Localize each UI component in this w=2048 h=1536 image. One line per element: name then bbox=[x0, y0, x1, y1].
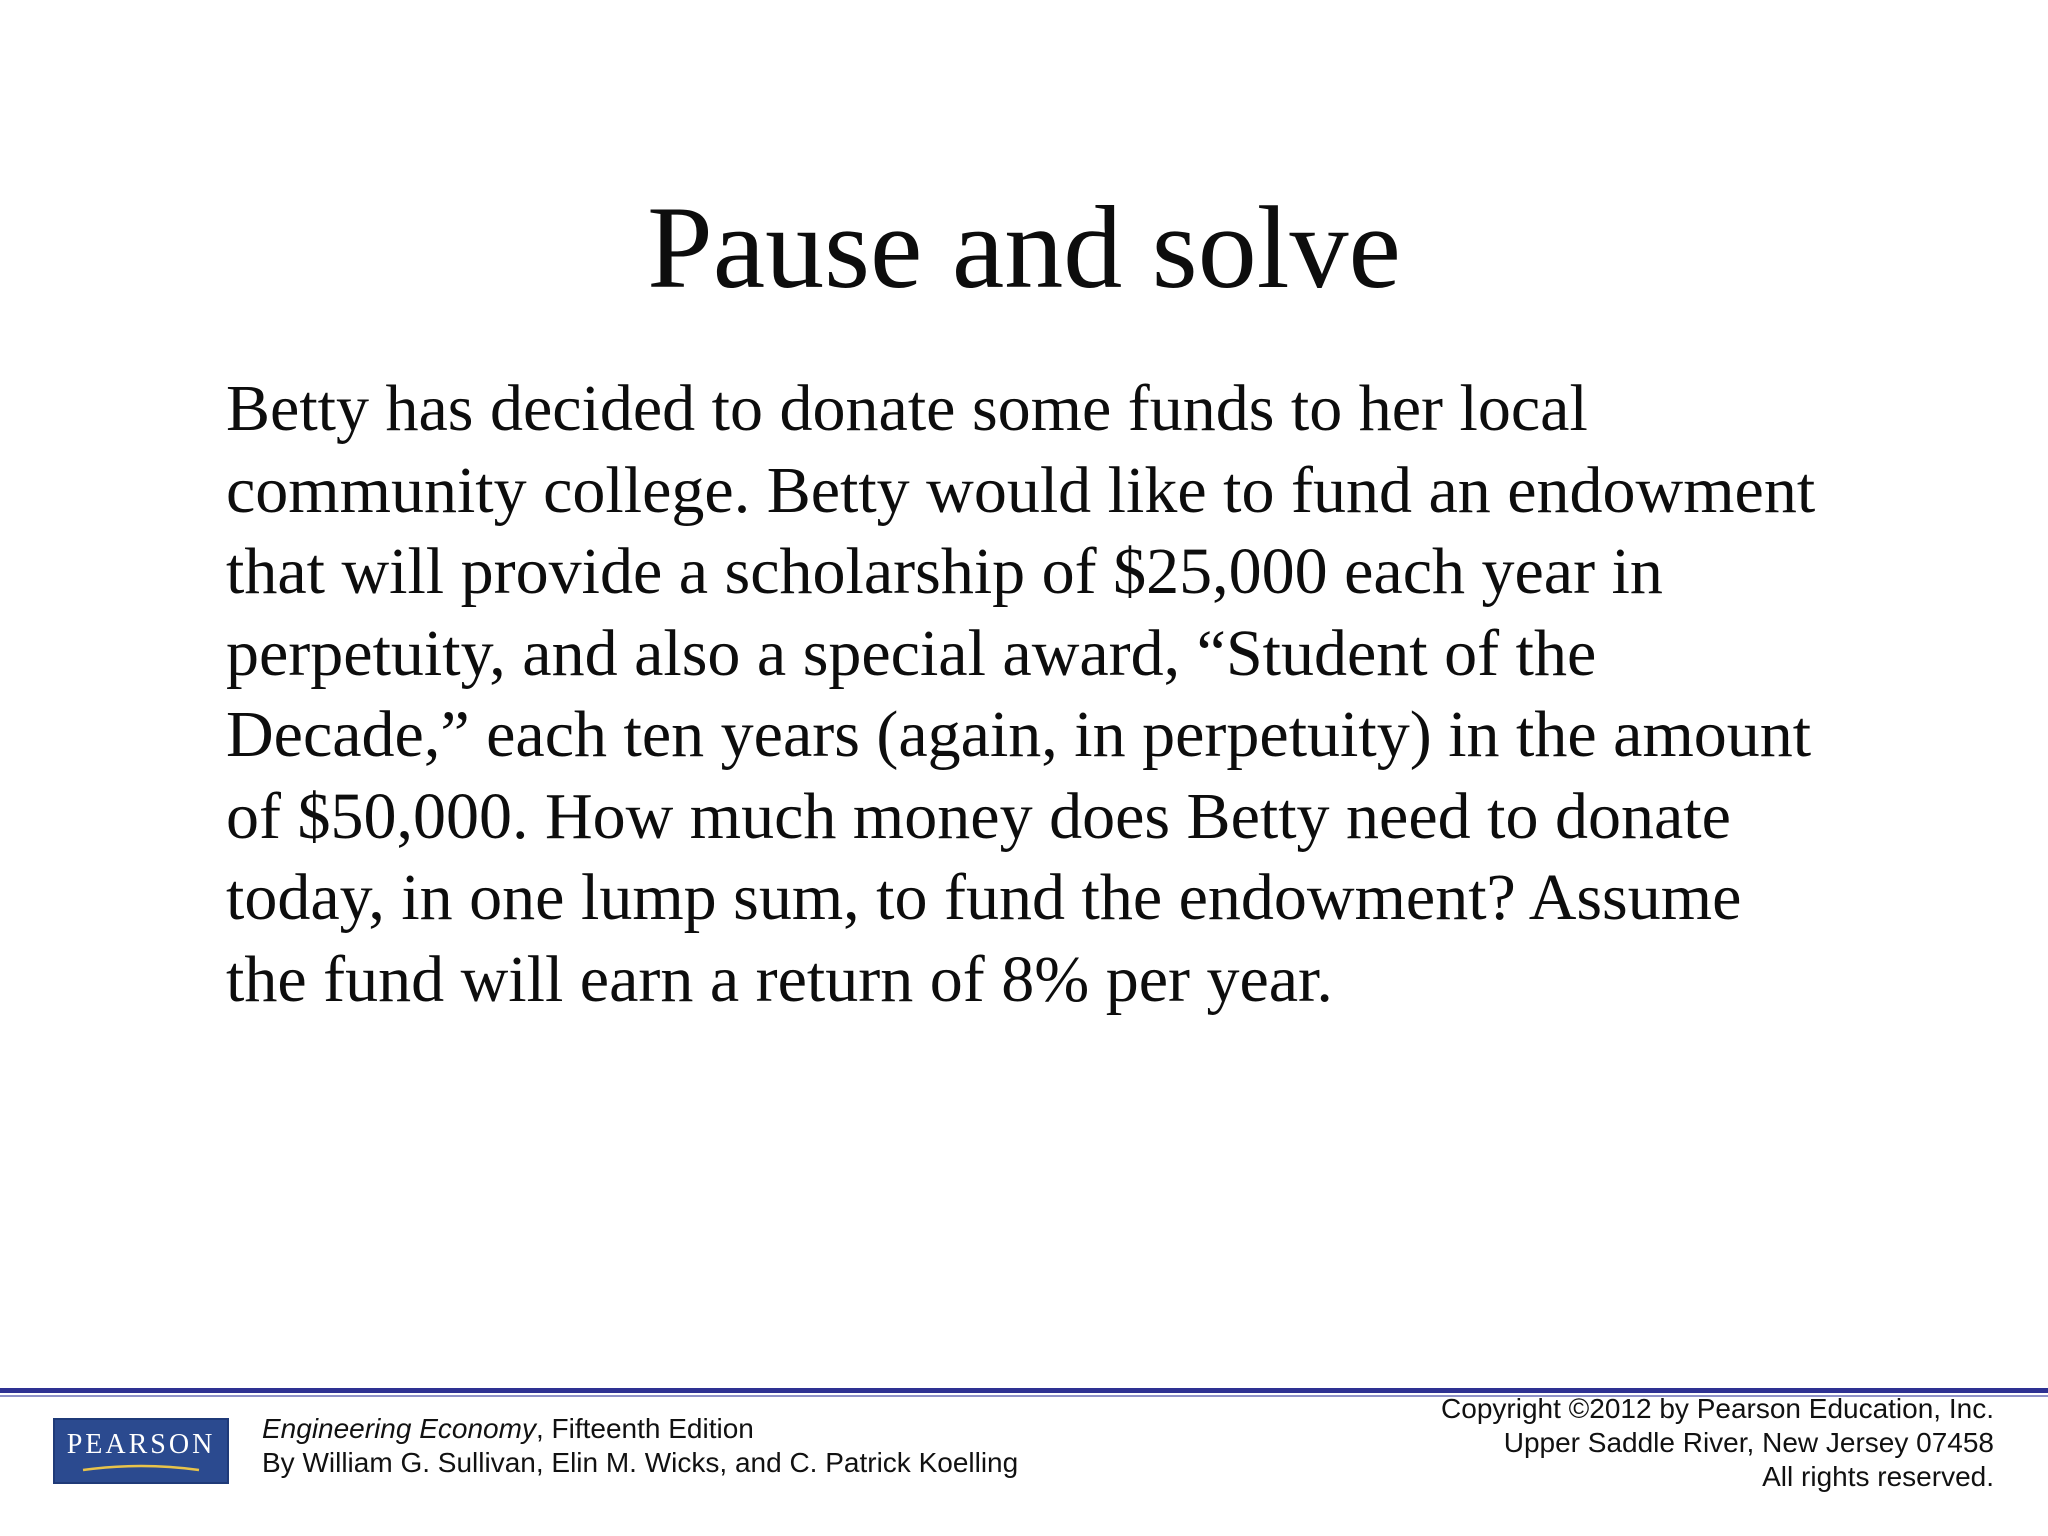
copyright-notice bbox=[1441, 1392, 1994, 1494]
book-authors: By William G. Sullivan, Elin M. Wicks, and C. Patrick Koelling bbox=[262, 1447, 1019, 1478]
body-line: that will provide a scholarship of $25,000 each year in bbox=[226, 535, 1663, 608]
logo-text: PEARSON bbox=[66, 1429, 216, 1460]
slide-body bbox=[226, 368, 1946, 1020]
book-title: Engineering Economy bbox=[262, 1413, 536, 1444]
body-line: community college. Betty would like to fund an endowment bbox=[226, 453, 1816, 527]
body-line: Betty has decided to donate some funds to her local bbox=[226, 372, 1588, 445]
body-line: perpetuity, and also a special award, “Student of the bbox=[226, 616, 1597, 690]
body-line: of $50,000. How much money does Betty need to donate bbox=[226, 779, 1731, 853]
pearson-logo bbox=[53, 1418, 229, 1484]
book-title-row bbox=[262, 1412, 1018, 1446]
logo-swoosh-icon bbox=[81, 1464, 201, 1472]
body-line: Decade,” each ten years (again, in perpetuity) in the amount bbox=[226, 698, 1812, 771]
copyright-line: All rights reserved. bbox=[1762, 1461, 1994, 1492]
body-line: today, in one lump sum, to fund the endowment? Assume bbox=[226, 861, 1742, 934]
book-edition: , Fifteenth Edition bbox=[535, 1413, 754, 1444]
slide-title: Pause and solve bbox=[647, 182, 1401, 313]
copyright-line: Upper Saddle River, New Jersey 07458 bbox=[1503, 1427, 1994, 1458]
book-citation bbox=[262, 1412, 1018, 1480]
copyright-line: Copyright ©2012 by Pearson Education, Inc. bbox=[1441, 1393, 1994, 1424]
body-line: the fund will earn a return of 8% per year. bbox=[226, 942, 1333, 1016]
